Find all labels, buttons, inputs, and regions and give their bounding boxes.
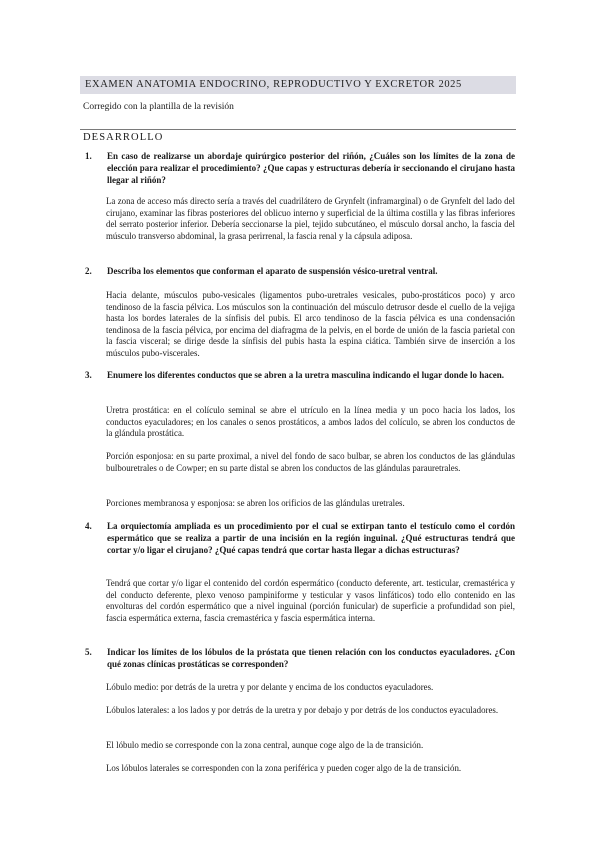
question-text: En caso de realizarse un abordaje quirúrgico posterior del riñón, ¿Cuáles son los límites de la zona de elección para realizar el procedimiento? ¿Que capas y estructuras debería ir seccionando el cirujano hasta llegar al riñón? [107,151,515,185]
question-number: 1. [85,151,92,161]
question-1 [85,151,515,186]
section-divider [80,129,516,130]
answer-paragraph: Porción esponjosa: en su parte proximal, a nivel del fondo de saco bulbar, se abren los conductos de las glándulas bulbouretrales o de Cowper; en su parte distal se abren los conductos de las glándulas parauretrales. [106,451,515,473]
document-subtitle: Corregido con la plantilla de la revisión [83,102,234,112]
answer-paragraph: El lóbulo medio se corresponde con la zona central, aunque coge algo de la de transición. [106,740,424,750]
answer-paragraph: Tendrá que cortar y/o ligar el contenido del cordón espermático (conducto deferente, art. testicular, cremastérica y del conducto deferente, plexo venoso pampiniforme y testicular y vasos linfáticos) todo ello contenido en las envolturas del cordón espermático que a nivel inguinal (porción funicular) de superficie a profundidad son piel, fascia espermática externa, fascia cremastérica y fascia espermática interna. [106,578,515,623]
question-text: La orquiectomía ampliada es un procedimiento por el cual se extirpan tanto el testículo como el cordón espermático que se realiza a partir de una incisión en la región inguinal. ¿Qué estructuras tendrá que cortar y/o ligar el cirujano? ¿Qué capas tendrá que cortar hasta llegar a dichas estructuras? [107,521,515,555]
section-title: DESARROLLO [83,132,164,143]
answer-paragraph: Lóbulo medio: por detrás de la uretra y por delante y encima de los conductos eyaculadores. [106,682,434,692]
answer-paragraph: Uretra prostática: en el colículo seminal se abre el utrículo en la línea media y un poco hacia los lados, los conductos eyaculadores; en los canales o senos prostáticos, a ambos lados del colículo, se abren los conductos de la glándula prostática. [106,405,515,439]
answer-paragraph: La zona de acceso más directo sería a través del cuadrilátero de Grynfelt (inframarginal) o de Grynfelt del lado del cirujano, examinar las fibras posteriores del oblicuo interno y superficial de la última costilla y las fibras inferiores del serrato posterior inferior. Debería seccionarse la piel, tejido subcutáneo, el músculo dorsal ancho, la fascia del músculo transverso abdominal, la grasa perirrenal, la fascia renal y la cápsula adiposa. [106,196,515,241]
answer-paragraph: Porciones membranosa y esponjosa: se abren los orificios de las glándulas uretrales. [106,498,405,508]
question-number: 2. [85,266,92,276]
question-text: Describa los elementos que conforman el aparato de suspensión vésico-uretral ventral. [107,266,438,276]
question-3 [85,370,515,382]
answer-paragraph: Lóbulos laterales: a los lados y por detrás de la uretra y por debajo y por detrás de los conductos eyaculadores. [106,705,499,715]
question-text: Enumere los diferentes conductos que se abren a la uretra masculina indicando el lugar donde lo hacen. [107,370,504,380]
question-text: Indicar los límites de los lóbulos de la próstata que tienen relación con los conductos eyaculadores. ¿Con qué zonas clínicas prostáticas se corresponden? [107,647,515,669]
question-number: 5. [85,647,92,657]
document-title: EXAMEN ANATOMIA ENDOCRINO, REPRODUCTIVO Y EXCRETOR 2025 [80,76,516,94]
question-number: 4. [85,521,92,531]
answer-paragraph: Los lóbulos laterales se corresponden con la zona periférica y pueden coger algo de la de transición. [106,763,462,773]
question-4 [85,521,515,556]
answer-paragraph: Hacia delante, músculos pubo-vesicales (ligamentos pubo-uretrales vesicales, pubo-prostáticos poco) y arco tendinoso de la fascia pélvica. Los músculos son la continuación del músculo detrusor desde el cuello de la vejiga hasta los bordes laterales de la sínfisis del pubis. El arco tendinoso de la fascia pélvica es una condensación tendinosa de la fascia pélvica, por encima del diafragma de la pelvis, en el borde de unión de la fascia parietal con la fascia visceral; se dirige desde la sínfisis del pubis hasta la espina ciática. También sirve de inserción a los músculos pubo-viscerales. [106,290,515,358]
question-5 [85,647,515,671]
question-number: 3. [85,370,92,380]
question-2 [85,266,515,278]
